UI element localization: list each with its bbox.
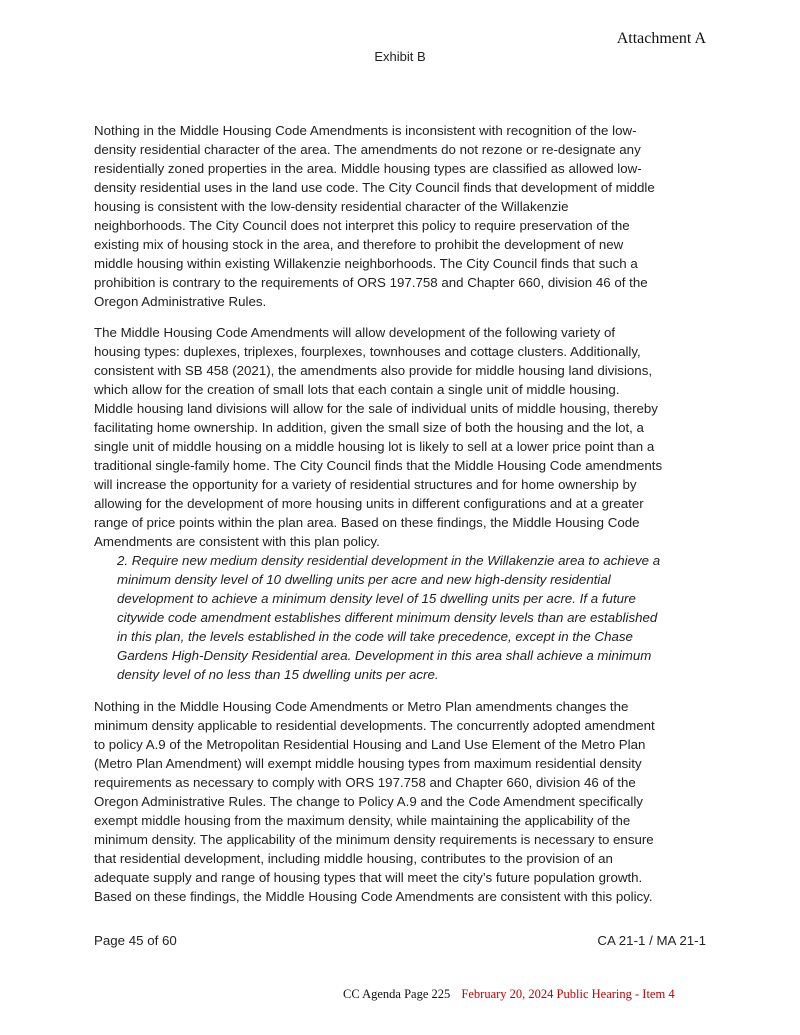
text-line: traditional single-family home. The City Council finds that the Middle Housing Code amendments [94, 458, 663, 473]
text-line: minimum density applicable to residential developments. The concurrently adopted amendment [94, 718, 655, 733]
text-line: prohibition is contrary to the requirements of ORS 197.758 and Chapter 660, division 46 of the [94, 275, 648, 290]
agenda-page-label: CC Agenda Page 225 [343, 987, 451, 1001]
paragraph-3 [94, 697, 706, 906]
text-line: single unit of middle housing on a middle housing lot is likely to sell at a lower price point than a [94, 439, 655, 454]
paragraph-1 [94, 121, 706, 311]
text-line: residentially zoned properties in the area. Middle housing types are classified as allowed low- [94, 161, 642, 176]
text-line: housing types: duplexes, triplexes, fourplexes, townhouses and cottage clusters. Additionally, [94, 344, 641, 359]
text-line: existing mix of housing stock in the area, and therefore to prohibit the development of new [94, 237, 624, 252]
text-line: (Metro Plan Amendment) will exempt middle housing types from maximum residential density [94, 756, 642, 771]
hearing-label: February 20, 2024 Public Hearing - Item 4 [461, 987, 675, 1001]
paragraph-spacer [94, 684, 706, 697]
text-line: will increase the opportunity for a variety of residential structures and for home ownership by [94, 477, 637, 492]
text-line: requirements as necessary to comply with ORS 197.758 and Chapter 660, division 46 of the [94, 775, 636, 790]
page-number: Page 45 of 60 [94, 933, 177, 948]
text-line: 2. Require new medium density residential development in the Willakenzie area to achieve a [117, 553, 661, 568]
text-line: Amendments are consistent with this plan policy. [94, 534, 380, 549]
text-line: Nothing in the Middle Housing Code Amendments or Metro Plan amendments changes the [94, 699, 629, 714]
text-line: allowing for the development of more housing units in different configurations and at a greater [94, 496, 644, 511]
paragraph-spacer [94, 311, 706, 323]
policy-quote [94, 551, 706, 684]
text-line: middle housing within existing Willakenzie neighborhoods. The City Council finds that such a [94, 256, 638, 271]
text-line: minimum density. The applicability of the minimum density requirements is necessary to ensure [94, 832, 654, 847]
text-line: density residential character of the area. The amendments do not rezone or re-designate any [94, 142, 641, 157]
text-line: Gardens High-Density Residential area. Development in this area shall achieve a minimum [117, 648, 652, 663]
text-line: density level of no less than 15 dwelling units per acre. [117, 667, 439, 682]
text-line: in this plan, the levels established in the code will take precedence, except in the Chase [117, 629, 633, 644]
document-body [94, 121, 706, 906]
text-line: Nothing in the Middle Housing Code Amendments is inconsistent with recognition of the low- [94, 123, 637, 138]
text-line: citywide code amendment establishes different minimum density levels than are established [117, 610, 658, 625]
text-line: adequate supply and range of housing types that will meet the city’s future population growth. [94, 870, 643, 885]
text-line: which allow for the creation of small lots that each contain a single unit of middle housing. [94, 382, 620, 397]
text-line: development to achieve a minimum density level of 15 dwelling units per acre. If a future [117, 591, 636, 606]
agenda-footer [343, 987, 675, 1002]
case-number: CA 21-1 / MA 21-1 [597, 933, 706, 948]
text-line: Based on these findings, the Middle Housing Code Amendments are consistent with this policy. [94, 889, 653, 904]
text-line: minimum density level of 10 dwelling units per acre and new high-density residential [117, 572, 611, 587]
text-line: Oregon Administrative Rules. [94, 294, 267, 309]
text-line: facilitating home ownership. In addition, given the small size of both the housing and the lot, a [94, 420, 644, 435]
text-line: density residential uses in the land use code. The City Council finds that development of middle [94, 180, 655, 195]
attachment-label: Attachment A [616, 30, 706, 47]
exhibit-label: Exhibit B [374, 49, 426, 64]
text-line: Middle housing land divisions will allow for the sale of individual units of middle housing, thereby [94, 401, 658, 416]
paragraph-2 [94, 323, 706, 551]
text-line: to policy A.9 of the Metropolitan Residential Housing and Land Use Element of the Metro Plan [94, 737, 646, 752]
text-line: The Middle Housing Code Amendments will allow development of the following variety of [94, 325, 616, 340]
text-line: range of price points within the plan area. Based on these findings, the Middle Housing Code [94, 515, 640, 530]
text-line: neighborhoods. The City Council does not interpret this policy to require preservation of the [94, 218, 630, 233]
text-line: Oregon Administrative Rules. The change to Policy A.9 and the Code Amendment specifically [94, 794, 643, 809]
text-line: housing is consistent with the low-density residential character of the Willakenzie [94, 199, 569, 214]
text-line: consistent with SB 458 (2021), the amendments also provide for middle housing land divisions, [94, 363, 653, 378]
text-line: that residential development, including middle housing, contributes to the provision of an [94, 851, 613, 866]
text-line: exempt middle housing from the maximum density, while maintaining the applicability of the [94, 813, 631, 828]
